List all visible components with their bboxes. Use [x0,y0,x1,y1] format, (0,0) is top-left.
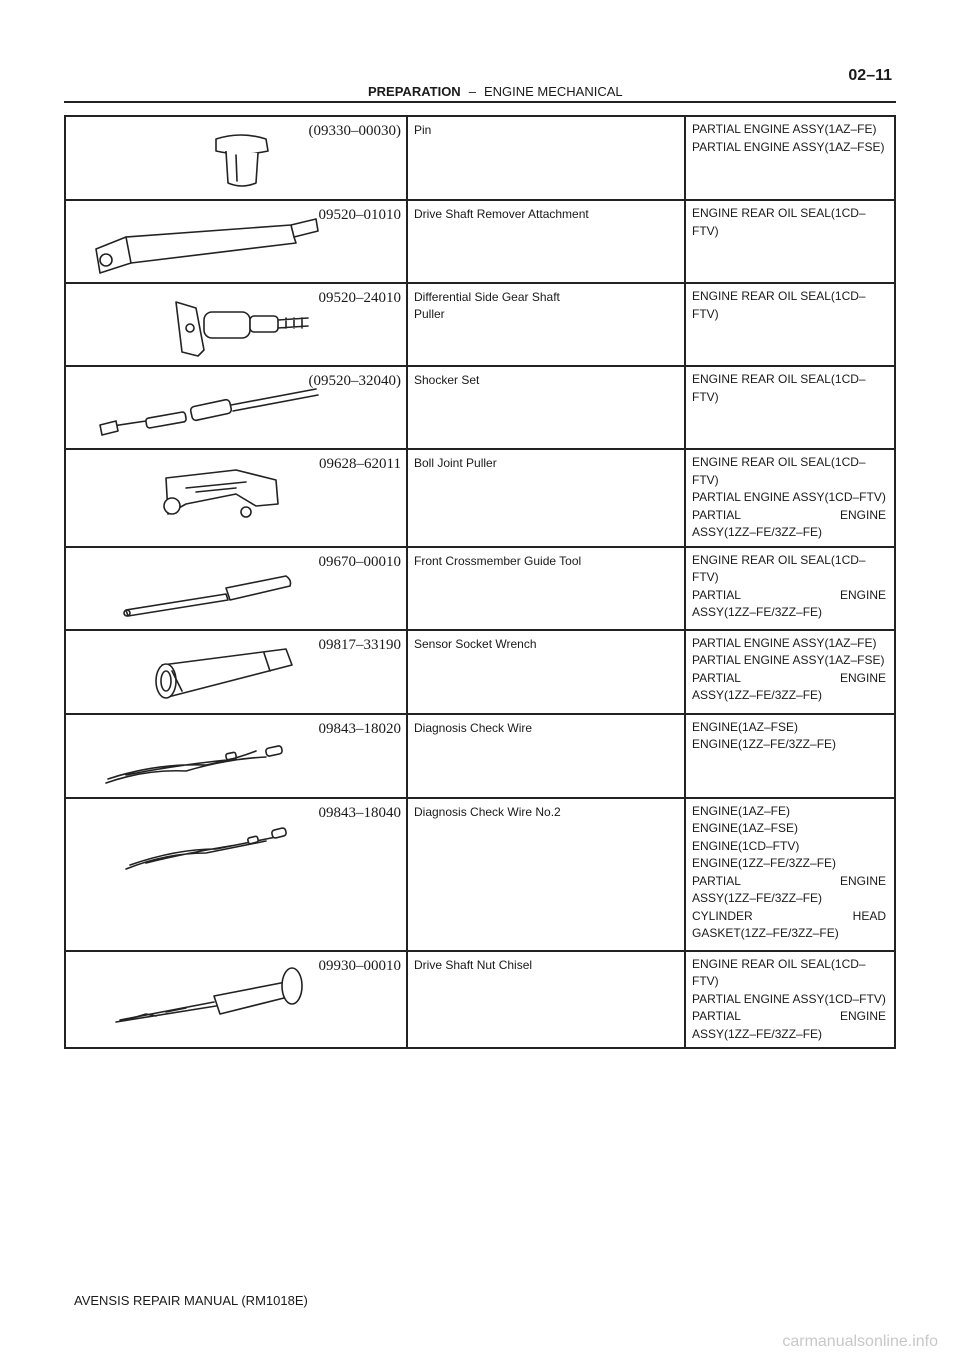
usage-line: PARTIAL ENGINE [692,670,886,685]
page-number: 02–11 [848,67,892,84]
header-section: PREPARATION [368,84,461,99]
table-row [65,547,895,630]
usage-cell [685,798,895,951]
tool-name-cell [407,366,685,449]
usage-cell [685,630,895,714]
usage-line: PARTIAL ENGINE ASSY(1AZ–FE) [692,122,877,136]
table-row [65,951,895,1049]
tool-name: Boll Joint Puller [414,456,497,470]
usage-line: PARTIAL ENGINE [692,873,886,888]
usage-line: ENGINE(1CD–FTV) [692,838,800,853]
usage-line: ENGINE(1AZ–FSE) [692,719,799,734]
header-rule [64,101,896,103]
part-number: 09520–01010 [318,207,401,223]
usage-line: ENGINE(1AZ–FSE) [692,821,799,835]
usage-cell [685,116,895,200]
usage-cell [685,714,895,798]
table-row [65,200,895,283]
sst-table [64,115,896,1049]
usage-line: ENGINE(1ZZ–FE/3ZZ–FE) [692,737,837,751]
tool-name: Drive Shaft Nut Chisel [414,957,533,972]
table-row [65,283,895,366]
usage-line: ENGINE REAR OIL SEAL(1CD–FTV) [692,289,866,321]
usage-line: PARTIAL ENGINE [692,587,886,602]
usage-line: PARTIAL ENGINE [692,1009,886,1023]
usage-line: ASSY(1ZZ–FE/3ZZ–FE) [692,1026,823,1041]
part-number: 09670–00010 [318,553,401,570]
usage-line: PARTIAL ENGINE ASSY(1AZ–FSE) [692,653,885,667]
usage-cell [685,200,895,283]
header-title [368,84,623,99]
usage-line: PARTIAL ENGINE ASSY(1AZ–FSE) [692,139,885,154]
usage-line: ENGINE REAR OIL SEAL(1CD–FTV) [692,372,866,404]
table-row [65,116,895,200]
table-row [65,630,895,714]
header-separator: – [468,84,476,99]
tool-illustration-cell [65,630,407,714]
tool-name: Diagnosis Check Wire [414,720,533,735]
usage-cell [685,283,895,366]
part-number: (09330–00030) [308,123,401,139]
part-number: 09817–33190 [318,636,401,653]
part-number: 09843–18020 [318,720,401,737]
table-row [65,449,895,547]
tool-name-cell [407,200,685,283]
tool-name: Differential Side Gear Shaft [414,290,560,304]
tool-illustration-cell [65,714,407,798]
tool-name-cell [407,798,685,951]
part-number: (09520–32040) [308,373,401,389]
tool-name-cell [407,951,685,1049]
usage-line: GASKET(1ZZ–FE/3ZZ–FE) [692,926,839,940]
usage-line: ENGINE REAR OIL SEAL(1CD–FTV) [692,206,866,238]
usage-line: ENGINE(1ZZ–FE/3ZZ–FE) [692,856,837,870]
page-header [64,62,896,102]
header-subsection: ENGINE MECHANICAL [483,84,623,99]
sst-table-body [65,116,895,1048]
tool-name-cell [407,283,685,366]
part-number: 09930–00010 [318,957,401,974]
footer-manual: AVENSIS REPAIR MANUAL (RM1018E) [74,1293,308,1308]
usage-line: PARTIAL ENGINE ASSY(1CD–FTV) [692,490,886,504]
usage-line: ENGINE REAR OIL SEAL(1CD–FTV) [692,455,866,487]
tool-illustration-cell [65,200,407,283]
usage-line: ASSY(1ZZ–FE/3ZZ–FE) [692,605,823,619]
tool-illustration-cell [65,366,407,449]
tool-name: Shocker Set [414,373,480,387]
tool-name: Front Crossmember Guide Tool [414,553,582,568]
table-row [65,714,895,798]
usage-line: ASSY(1ZZ–FE/3ZZ–FE) [692,891,823,905]
tool-illustration-cell [65,449,407,547]
usage-cell [685,547,895,630]
usage-line: CYLINDER HEAD [692,908,886,923]
tool-illustration-cell [65,547,407,630]
tool-name: Sensor Socket Wrench [414,636,537,651]
usage-line: ENGINE REAR OIL SEAL(1CD–FTV) [692,552,866,584]
tool-name-cell [407,449,685,547]
usage-cell [685,366,895,449]
tool-name-cell [407,630,685,714]
table-row [65,366,895,449]
tool-illustration-cell [65,798,407,951]
tool-name: Diagnosis Check Wire No.2 [414,804,561,819]
table-row [65,798,895,951]
tool-illustration-cell [65,283,407,366]
usage-cell [685,951,895,1049]
tool-name-cell [407,116,685,200]
tool-name-cell [407,547,685,630]
tool-illustration-cell [65,116,407,200]
part-number: 09628–62011 [319,456,401,472]
usage-line: PARTIAL ENGINE ASSY(1CD–FTV) [692,991,886,1006]
tool-name-cell [407,714,685,798]
tool-name: Drive Shaft Remover Attachment [414,207,589,221]
tool-illustration-cell [65,951,407,1049]
part-number: 09843–18040 [318,804,401,821]
usage-line: ASSY(1ZZ–FE/3ZZ–FE) [692,688,823,702]
usage-line: ASSY(1ZZ–FE/3ZZ–FE) [692,525,823,539]
tool-name: Pin [414,123,432,137]
usage-line: PARTIAL ENGINE [692,507,886,522]
usage-line: ENGINE(1AZ–FE) [692,803,791,818]
usage-line: PARTIAL ENGINE ASSY(1AZ–FE) [692,635,877,650]
usage-cell [685,449,895,547]
tool-name: Puller [414,307,445,321]
usage-line: ENGINE REAR OIL SEAL(1CD–FTV) [692,956,866,988]
part-number: 09520–24010 [318,290,401,306]
watermark: carmanualsonline.info [782,1333,938,1350]
